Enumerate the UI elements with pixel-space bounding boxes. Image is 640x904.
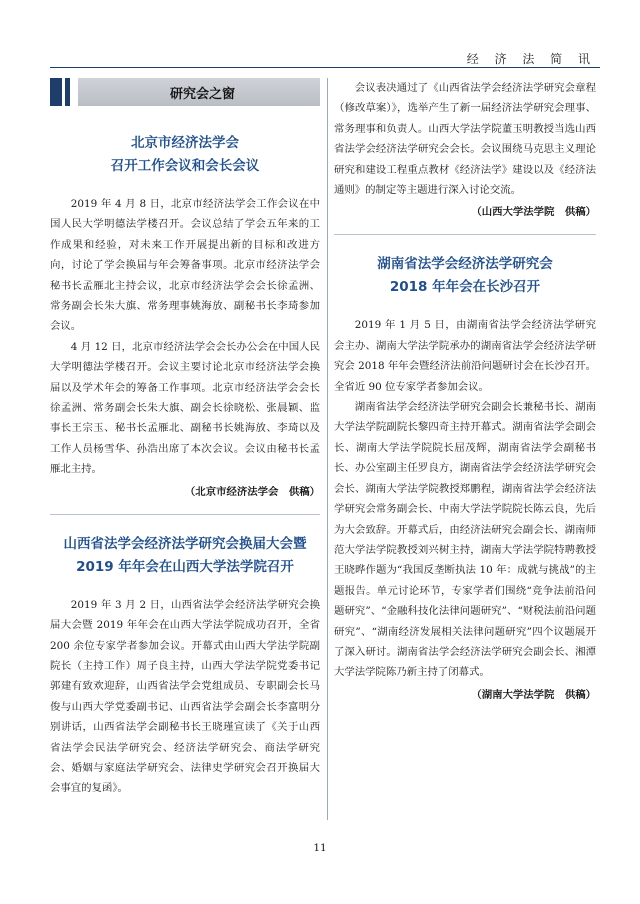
article-title-line: 山西省法学会经济法学研究会换届大会暨 <box>63 535 307 552</box>
article-title <box>50 533 320 579</box>
article-paragraph: 湖南省法学会经济法学研究会副会长兼秘书长、湖南大学法学院副院长黎四奇主持开幕式。湖南省法学会副会长、湖南大学法学院院长屈茂辉，湖南省法学会副秘书长、办公室副主任罗良方，湖南省法学会经济法学研究会会长、湖南大学法学院教授郑鹏程，湖南省法学会经济法学研究会常务副会长、中南大学法学院院长陈云良，先后为大会致辞。开幕式后，由经济法研究会副会长、湖南师范大学法学院教授刘兴树主持，湖南大学法学院特聘教授王晓晔作题为“我国反垄断执法 10 年：成就与挑战”的主题报告。单元讨论环节，专家学者们围绕“竞争法前沿问题研究”、“金融科技化法律问题研究”、“财税法前沿问题研究”、“湖南经济发展相关法律问题研究”四个议题展开了深入研讨。湖南省法学会经济法学研究会副会长、湘潭大学法学院陈乃新主持了闭幕式。 <box>334 401 596 679</box>
article-paragraph: 2019 年 4 月 8 日，北京市经济法学会工作会议在中国人民大学明德法学楼召开。会议总结了学会五年来的工作成果和经验，对未来工作开展提出新的目标和改进方向，讨论了学会换届与年会筹备事项。北京市经济法学会秘书长孟雁北主持会议，北京市经济法学会会长徐孟洲、常务副会长朱大旗、常务理事姚海放、副秘书长李琦参加会议。 <box>50 198 320 333</box>
article-beijing <box>50 132 320 502</box>
article-paragraph: 2019 年 1 月 5 日，由湖南省法学会经济法学研究会主办、湖南大学法学院承办的湖南省法学会经济法学研究会 2018 年年会暨经济法前沿问题研讨会在长沙召开。全省近 90 位专家学者参加会议。 <box>334 319 596 393</box>
article-separator <box>50 514 320 515</box>
right-column <box>334 78 596 705</box>
page-header-title: 经 济 法 简 讯 <box>466 52 596 66</box>
section-banner <box>50 78 320 106</box>
article-hunan <box>334 253 596 704</box>
article-credit: （北京市经济法学会 供稿） <box>184 485 320 498</box>
section-title: 研究会之窗 <box>78 78 320 106</box>
article-title-line: 2018 年年会在长沙召开 <box>389 279 541 296</box>
article-title-line: 2019 年年会在山西大学法学院召开 <box>76 558 294 575</box>
header-rule <box>50 67 600 68</box>
article-paragraph: 4 月 12 日，北京市经济法学会会长办公会在中国人民大学明德法学楼召开。会议主要讨论北京市经济法学会换届以及学术年会的筹备工作事项。北京市经济法学会会长徐孟洲、常务副会长朱大旗、副会长徐晓松、张晨颖、监事长王宗玉、秘书长孟雁北、副秘书长姚海放、李琦以及工作人员杨雪华、孙浩出席了本次会议。会议由秘书长孟雁北主持。 <box>50 340 320 476</box>
article-credit: （山西大学法学院 供稿） <box>471 206 596 219</box>
page-number: 11 <box>313 842 327 854</box>
article-title-line: 湖南省法学会经济法学研究会 <box>377 256 553 273</box>
article-title <box>334 253 596 299</box>
article-paragraph: 2019 年 3 月 2 日，山西省法学会经济法学研究会换届大会暨 2019 年年会在山西大学法学院成功召开，全省 200 余位专家学者参加会议。开幕式由山西大学法学院副院长（主持工作）周子良主持，山西大学法学院党委书记郭建有致欢迎辞，山西省法学会党组成员、专职副会长马俊与山西大学党委副书记、山西省法学会副会长李富明分别讲话，山西省法学会副秘书长王晓瑾宣读了《关于山西省法学会民法学研究会、经济法学研究会、商法学研究会、婚姻与家庭法学研究会、法律史学研究会召开换届大会事宜的复函》。 <box>50 598 320 795</box>
article-title-line: 召开工作会议和会长会议 <box>110 158 260 174</box>
column-divider <box>327 78 328 820</box>
banner-marker-icon <box>50 78 72 106</box>
article-separator <box>334 234 596 235</box>
article-paragraph: 会议表决通过了《山西省法学会经济法学研究会章程（修改草案）》，选举产生了新一届经济法学研究会理事、常务理事和负责人。山西大学法学院董玉明教授当选山西省法学会经济法学研究会会长。会议围绕马克思主义理论研究和建设工程重点教材《经济法学》建设以及《经济法通则》的制定等主题进行深入讨论交流。 <box>334 82 596 197</box>
article-title-line: 北京市经济法学会 <box>131 135 239 151</box>
article-shanxi <box>50 533 320 799</box>
article-credit: （湖南大学法学院 供稿） <box>471 688 596 701</box>
left-column <box>50 78 320 799</box>
article-title <box>50 132 320 178</box>
